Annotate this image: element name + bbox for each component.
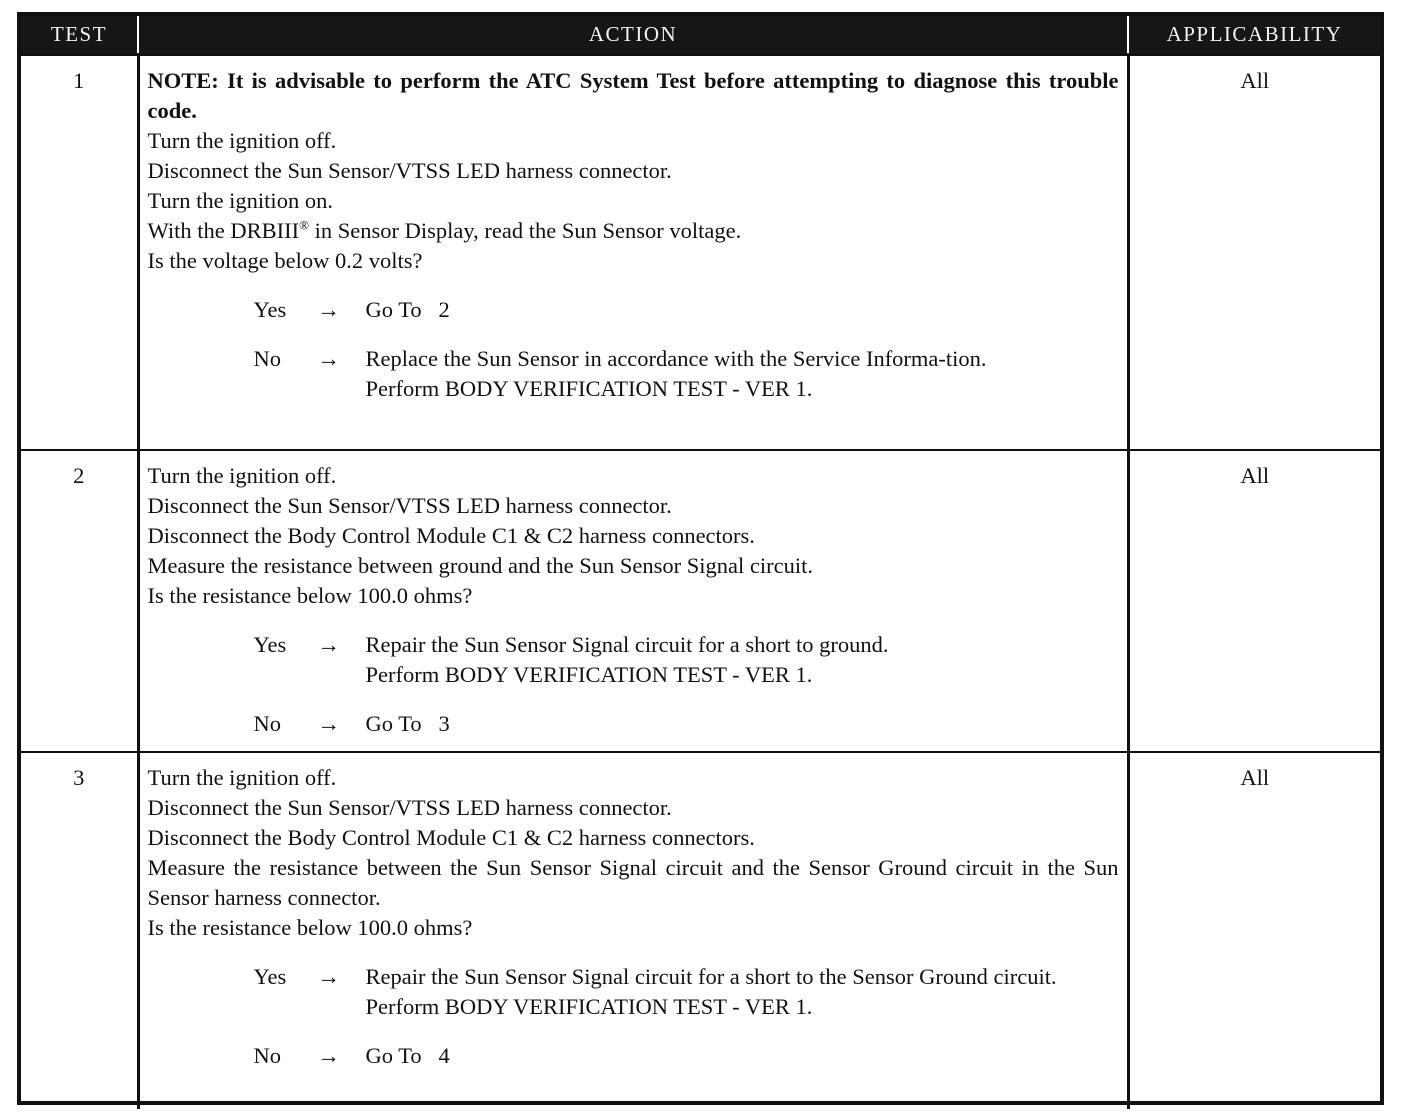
header-action: ACTION <box>138 16 1128 55</box>
test-number: 3 <box>21 752 138 1109</box>
yes-label: Yes <box>253 297 287 322</box>
header-test: TEST <box>21 16 138 55</box>
result-line: Perform BODY VERIFICATION TEST - VER 1. <box>365 993 813 1019</box>
step-text: Turn the ignition off. <box>147 462 337 488</box>
step-text: Disconnect the Sun Sensor/VTSS LED harness connector. <box>147 794 672 820</box>
no-result <box>366 709 1119 739</box>
no-outcome <box>254 1041 1119 1071</box>
step-text: Turn the ignition on. <box>147 188 333 213</box>
no-label: No <box>253 1042 281 1068</box>
arrow-icon: → <box>317 1042 340 1068</box>
table-row <box>21 55 1380 450</box>
arrow-icon: → <box>317 710 340 736</box>
yes-label: Yes <box>253 963 287 989</box>
result-line: Go To 3 <box>365 710 450 736</box>
question-text: Is the resistance below 100.0 ohms? <box>147 582 473 608</box>
no-label: No <box>253 710 281 736</box>
table-row <box>21 752 1380 1109</box>
result-line: Replace the Sun Sensor in accordance with the Service Informa-tion. <box>365 346 987 371</box>
arrow-icon: → <box>317 346 340 371</box>
test-number: 2 <box>21 450 138 752</box>
header-row <box>21 16 1380 55</box>
yes-outcome <box>254 962 1119 1022</box>
step-text: Measure the resistance between ground and the Sun Sensor Signal circuit. <box>147 552 813 578</box>
question-text: Is the voltage below 0.2 volts? <box>147 248 423 273</box>
no-result <box>366 1041 1119 1071</box>
no-outcome <box>254 709 1119 739</box>
no-result <box>366 344 1119 404</box>
arrow-icon: → <box>317 963 340 989</box>
arrow-icon: → <box>317 631 340 657</box>
step-text: Disconnect the Sun Sensor/VTSS LED harness connector. <box>147 158 672 183</box>
yes-label: Yes <box>253 631 287 657</box>
step-text-part: in Sensor Display, read the Sun Sensor voltage. <box>314 218 742 243</box>
yes-result <box>366 630 1119 690</box>
result-line: Go To 2 <box>365 297 450 322</box>
registered-mark: ® <box>299 217 309 233</box>
applicability-value: All <box>1128 752 1380 1109</box>
step-text: Turn the ignition off. <box>147 128 337 153</box>
action-cell <box>138 752 1128 1109</box>
result-line: Perform BODY VERIFICATION TEST - VER 1. <box>365 376 813 401</box>
no-label: No <box>253 346 281 371</box>
question-text: Is the resistance below 100.0 ohms? <box>147 914 473 940</box>
applicability-value: All <box>1128 450 1380 752</box>
yes-outcome <box>254 630 1119 690</box>
arrow-icon: → <box>317 297 340 322</box>
result-line: Perform BODY VERIFICATION TEST - VER 1. <box>365 661 813 687</box>
step-text <box>148 216 1119 246</box>
header-applicability: APPLICABILITY <box>1128 16 1380 55</box>
result-line: Go To 4 <box>365 1042 450 1068</box>
yes-outcome <box>254 295 1119 325</box>
table-row <box>21 450 1380 752</box>
step-text: Turn the ignition off. <box>147 764 337 790</box>
step-text: Measure the resistance between the Sun Sensor Signal circuit and the Sensor Ground circuit in the Sun Sensor harness connector. <box>147 854 1119 910</box>
step-text-part: With the DRBIII <box>147 218 300 243</box>
test-table <box>21 16 1380 1109</box>
yes-result <box>366 962 1119 1022</box>
step-text: Disconnect the Sun Sensor/VTSS LED harness connector. <box>147 492 672 518</box>
applicability-value: All <box>1128 55 1380 450</box>
action-cell <box>138 55 1128 450</box>
step-text: Disconnect the Body Control Module C1 & C2 harness connectors. <box>147 824 755 850</box>
step-text: Disconnect the Body Control Module C1 & C2 harness connectors. <box>147 522 755 548</box>
test-number: 1 <box>21 55 138 450</box>
yes-result <box>366 295 1119 325</box>
result-line: Repair the Sun Sensor Signal circuit for a short to ground. <box>365 631 889 657</box>
diagnostic-test-table <box>17 12 1384 1105</box>
note-text: NOTE: It is advisable to perform the ATC System Test before attempting to diagnose this trouble code. <box>147 68 1119 123</box>
no-outcome <box>254 344 1119 404</box>
action-cell <box>138 450 1128 752</box>
result-line: Repair the Sun Sensor Signal circuit for a short to the Sensor Ground circuit. <box>365 963 1057 989</box>
